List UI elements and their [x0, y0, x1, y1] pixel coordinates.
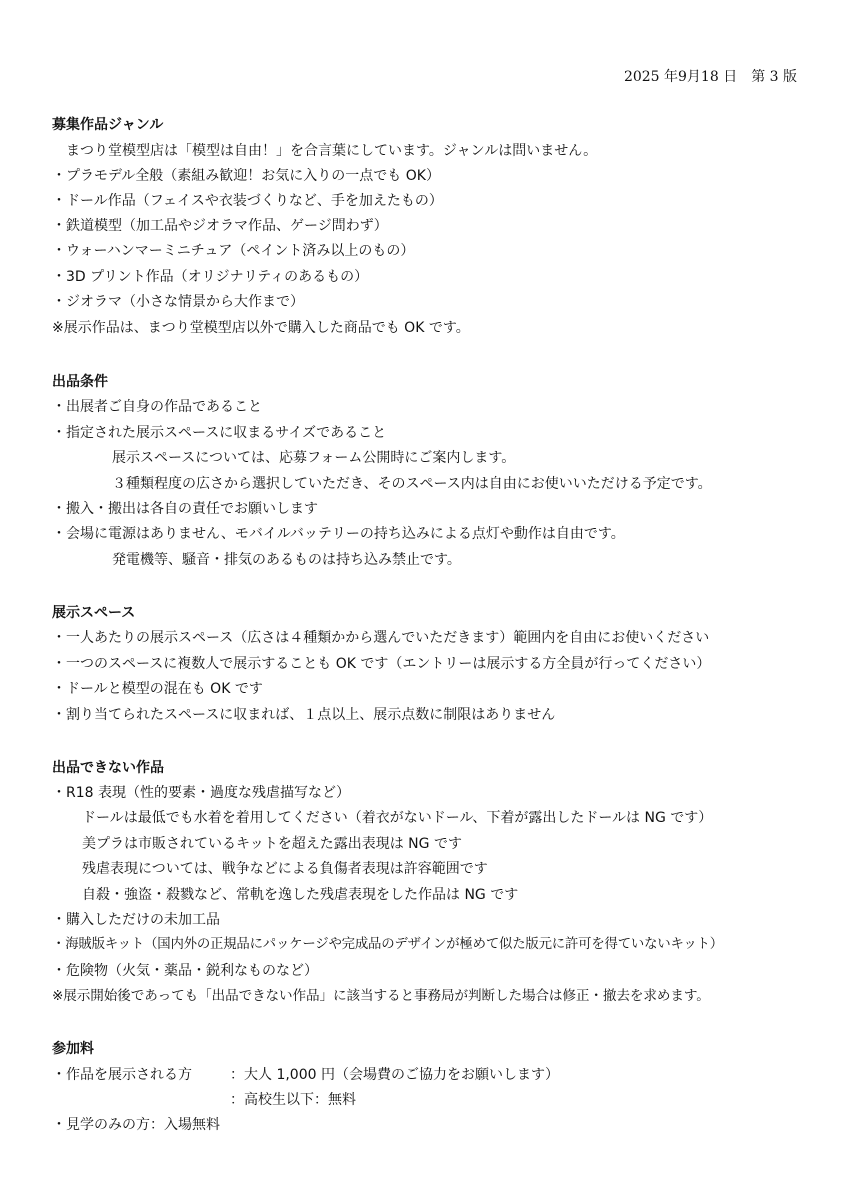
genre-note: ※展示作品は、まつり堂模型店以外で購入した商品でも OK です。: [52, 320, 470, 336]
conditions-line: ・指定された展示スペースに収まるサイズであること: [52, 425, 387, 441]
space-item: ・一人あたりの展示スペース（広さは４種類かから選んでいただきます）範囲内を自由にお使いください: [52, 630, 710, 646]
prohibited-line: ・R18 表現（性的要素・過度な残虐描写など）: [52, 785, 350, 801]
genre-item: ・プラモデル全般（素組み歓迎！お気に入りの一点でも OK）: [52, 168, 440, 184]
space-item: ・一つのスペースに複数人で展示することも OK です（エントリーは展示する方全員が行ってください）: [52, 656, 711, 672]
conditions-line: ・会場に電源はありません、モバイルバッテリーの持ち込みによる点灯や動作は自由です。: [52, 526, 625, 542]
prohibited-note: ※展示開始後であっても「出品できない作品」に該当すると事務局が判断した場合は修正・撤去を求めます。: [52, 988, 710, 1004]
fee-exhibitor-row: [52, 1066, 559, 1084]
date-edition: 2025 年9月18 日 第 3 版: [623, 69, 797, 85]
genre-item: ・ウォーハンマーミニチュア（ペイント済み以上のもの）: [52, 243, 415, 259]
prohibited-line: ・危険物（火気・薬品・鋭利なものなど）: [52, 963, 318, 979]
prohibited-line: 美プラは市販されているキットを超えた露出表現は NG です: [82, 836, 462, 852]
fee-heading: 参加料: [52, 1041, 94, 1057]
space-item: ・割り当てられたスペースに収まれば、１点以上、展示点数に制限はありません: [52, 707, 556, 723]
conditions-line: ３種類程度の広さから選択していただき、そのスペース内は自由にお使いいただける予定です。: [112, 476, 712, 492]
prohibited-heading: 出品できない作品: [52, 760, 164, 776]
space-heading: 展示スペース: [52, 605, 136, 621]
space-item: ・ドールと模型の混在も OK です: [52, 681, 263, 697]
genre-intro: まつり堂模型店は「模型は自由！」を合言葉にしています。ジャンルは問いません。: [66, 143, 598, 159]
prohibited-line: ドールは最低でも水着を着用してください（着衣がないドール、下着が露出したドールは NG です）: [82, 810, 713, 826]
prohibited-line: 自殺・強盗・殺戮など、常軌を逸した残虐表現をした作品は NG です: [82, 887, 519, 903]
fee-visitor: ・見学のみの方：入場無料: [52, 1117, 220, 1133]
prohibited-line: ・購入しただけの未加工品: [52, 912, 220, 928]
genre-item: ・鉄道模型（加工品やジオラマ作品、ゲージ問わず）: [52, 218, 388, 234]
conditions-line: 発電機等、騒音・排気のあるものは持ち込み禁止です。: [112, 552, 461, 568]
prohibited-line: 残虐表現については、戦争などによる負傷者表現は許容範囲です: [82, 861, 488, 877]
prohibited-line: ・海賊版キット（国内外の正規品にパッケージや完成品のデザインが極めて似た版元に許可を得ていないキット）: [52, 937, 723, 952]
genre-heading: 募集作品ジャンル: [52, 117, 164, 133]
conditions-heading: 出品条件: [52, 374, 108, 390]
genre-item: ・3D プリント作品（オリジナリティのあるもの）: [52, 269, 369, 285]
fee-exhibitor-student: ：高校生以下：無料: [230, 1092, 356, 1108]
genre-item: ・ドール作品（フェイスや衣装づくりなど、手を加えたもの）: [52, 193, 443, 209]
fee-exhibitor-label: ・作品を展示される方: [52, 1067, 192, 1083]
conditions-line: 展示スペースについては、応募フォーム公開時にご案内します。: [112, 450, 516, 466]
fee-exhibitor-adult: ：大人 1,000 円（会場費のご協力をお願いします）: [230, 1067, 559, 1083]
conditions-line: ・出展者ご自身の作品であること: [52, 399, 262, 415]
genre-item: ・ジオラマ（小さな情景から大作まで）: [52, 294, 304, 310]
conditions-line: ・搬入・搬出は各自の責任でお願いします: [52, 501, 318, 517]
